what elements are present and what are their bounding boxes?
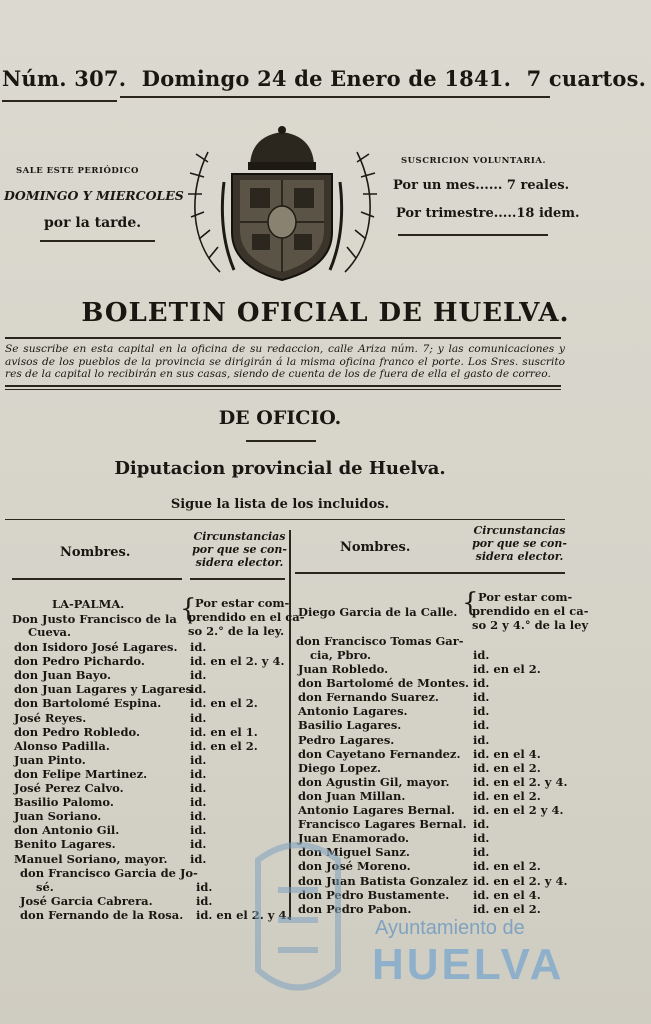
circumstance: id. [190,640,207,654]
list-item: don Juan Bayo. [14,668,112,683]
section-rule [246,440,316,442]
town-name: LA-PALMA. [52,597,125,611]
subscription-notice: Se suscribe en esta capital en la oficina de su redaccion, calle Ariza núm. 7; y las comunicaciones y avisos de los pueblos de la provincia se dirigirán á la misma oficina franco el porte. Los Sres. suscrito res de la capital lo recibirán en sus casas, siendo de cuenta de los de fuera de ella el gasto de correo. [5,343,565,380]
circumstance: id. [473,676,490,691]
circumstance: id. en el 2. [473,859,541,874]
circumstance: id. en el 2. y 4. [196,908,291,922]
circumstance: Por estar com- [478,590,573,604]
list-item: don Agustin Gil, mayor. [298,774,450,789]
circumstance: id. en el 2. y 4. [190,654,285,669]
list-item: Antonio Lagares Bernal. [298,803,455,817]
subscription-rule [398,234,548,236]
left-col-names-header: Nombres. [60,545,131,560]
title-rule-top [5,337,561,339]
circumstance: id. [473,831,490,846]
list-item: don Francisco Tomas Gar- [296,634,464,648]
watermark-line2: HUELVA [372,940,565,989]
list-item: José Garcia Cabrera. [20,894,153,908]
circumstance: id. [473,817,490,832]
subscription-heading: SUSCRICION VOLUNTARIA. [401,156,546,166]
circumstance: prendido en el ca- [188,610,305,624]
circumstance: id. [190,837,207,852]
circumstance: id. [473,718,490,733]
list-item: Alonso Padilla. [14,738,110,753]
section-title: DE OFICIO. [218,407,342,429]
list-item: Diego Lopez. [298,760,382,775]
list-item: don Pedro Pabon. [298,901,412,916]
circumstance: id. [473,648,490,662]
watermark-line1: Ayuntamiento de [375,917,525,939]
list-item: don Bartolomé de Montes. [298,676,470,691]
circumstance: id. [190,682,207,697]
masthead-rule-right [120,96,550,98]
left-header-rule [12,578,182,580]
list-item: don Fernando Suarez. [298,690,439,705]
circumstance: id. [190,766,207,781]
list-item: Francisco Lagares Bernal. [298,817,467,832]
list-item: José Perez Calvo. [14,781,124,795]
circumstance: id. en el 1. [190,724,258,739]
circumstance: id. [196,880,213,894]
article-subheading: Sigue la lista de los incluidos. [170,497,390,512]
left-header-rule-2 [190,578,285,580]
circumstance: id. [473,732,490,747]
list-item: don Fernando de la Rosa. [20,908,184,922]
circumstance: id. [190,809,207,824]
issue-date: Domingo 24 de Enero de 1841. [141,66,512,91]
subscription-monthly: Por un mes...... 7 reales. [393,178,570,193]
circumstance: id. [190,781,207,795]
publication-rule [40,240,155,242]
circumstance: id. en el 2. y 4. [473,774,568,789]
list-item: Basilio Lagares. [298,718,402,733]
circumstance: id. [190,668,207,683]
list-item: don José Moreno. [298,859,411,874]
list-item: cia, Pbro. [310,648,372,662]
circumstance: id. en el 4. [473,887,541,902]
list-item: Benito Lagares. [14,837,116,852]
circumstance: prendido en el ca- [472,604,589,618]
list-item: don Antonio Gil. [14,823,120,838]
list-item: Antonio Lagares. [298,704,408,719]
circumstance: id. en el 2 y 4. [473,803,564,817]
circumstance: id. [473,690,490,705]
circumstance: id. en el 2. [190,738,258,753]
circumstance: id. en el 2. [473,760,541,775]
list-item: don Pedro Robledo. [14,724,140,739]
list-item: don Francisco Garcia de Jo- [20,866,198,880]
list-item: don Pedro Bustamente. [298,887,450,902]
right-col-names-header: Nombres. [340,540,411,555]
list-item: don Juan Batista Gonzalez [298,873,468,888]
circumstance: id. [190,795,207,810]
list-item: don Felipe Martinez. [14,766,148,781]
circumstance: id. [190,752,207,767]
publication-line1: SALE ESTE PERIÓDICO [16,166,139,176]
circumstance: id. en el 2. [473,788,541,803]
circumstance: id. [190,851,207,866]
brace: { [180,594,197,624]
circumstance: Por estar com- [195,596,290,610]
circumstance: id. [196,894,213,908]
list-item: Cueva. [28,625,71,639]
title-rule-bottom-2 [5,389,561,390]
article-heading: Diputacion provincial de Huelva. [114,458,446,479]
circumstance: id. en el 2. y 4. [473,873,568,888]
list-item: Diego Garcia de la Calle. [298,605,458,619]
list-item: sé. [36,880,54,894]
title-rule-bottom [5,385,561,387]
circumstance: id. en el 4. [473,746,541,761]
circumstance: id. [190,710,207,725]
list-item: Basilio Palomo. [14,795,114,810]
list-item: Juan Enamorado. [298,831,410,846]
table-rule-top [5,519,565,520]
list-item: José Reyes. [14,710,87,725]
list-item: Manuel Soriano, mayor. [14,851,168,866]
left-col-circ-header: Circunstancias por que se con- sidera elector. [192,530,287,569]
issue-number: Núm. 307. [2,66,127,91]
list-item: don Pedro Pichardo. [14,654,145,669]
list-item: don Bartolomé Espina. [14,696,162,711]
list-item: Juan Soriano. [14,809,102,824]
circumstance: so 2 y 4.° de la ley [472,618,589,632]
right-header-rule [295,572,565,574]
list-item: don Juan Millan. [298,788,406,803]
newspaper-title: BOLETIN OFICIAL DE HUELVA. [81,298,570,328]
circumstance: id. en el 2. [473,662,541,676]
circumstance: id. [473,704,490,719]
subscription-quarterly: Por trimestre.....18 idem. [396,206,580,221]
list-item: Juan Pinto. [14,752,86,767]
circumstance: id. en el 2. [190,696,258,711]
list-item: don Juan Lagares y Lagares [14,682,193,697]
circumstance: id. [190,823,207,838]
list-item: Don Justo Francisco de la [12,612,177,626]
circumstance: id. en el 2. [473,901,541,916]
circumstance: so 2.° de la ley. [188,624,285,638]
list-item: don Cayetano Fernandez. [298,746,461,761]
brace: { [462,588,479,618]
masthead-rule-left [2,100,117,102]
publication-days: DOMINGO Y MIERCOLES [4,188,184,203]
list-item: don Isidoro José Lagares. [14,640,178,654]
circumstance: id. [473,845,490,860]
list-item: Pedro Lagares. [298,732,395,747]
list-item: don Miguel Sanz. [298,845,410,860]
issue-price: 7 cuartos. [526,66,647,91]
publication-time: por la tarde. [44,215,142,231]
list-item: Juan Robledo. [298,662,389,676]
masthead [2,66,647,91]
royal-crest-icon [180,122,385,287]
right-col-circ-header: Circunstancias por que se con- sidera elector. [472,524,567,563]
